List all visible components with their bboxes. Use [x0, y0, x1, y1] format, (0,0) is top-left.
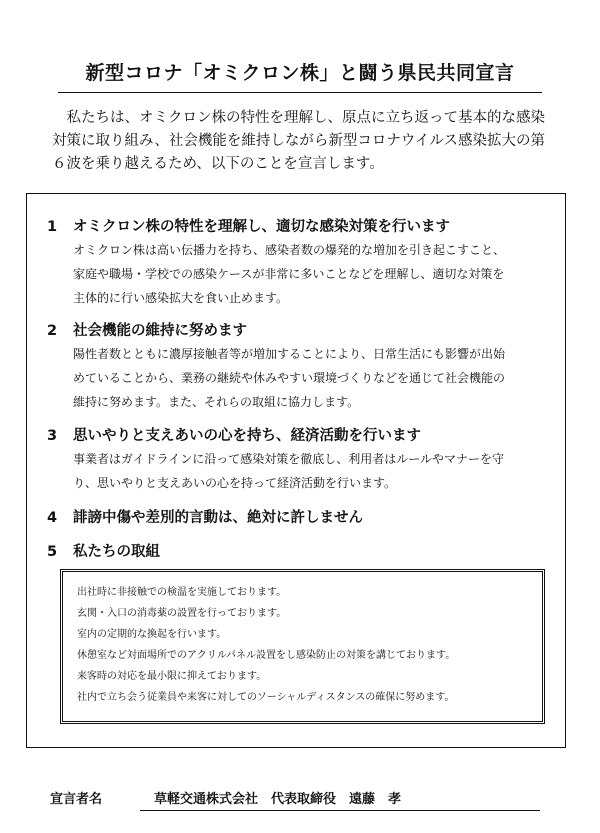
declaration-item-1: [47, 216, 552, 310]
item-body-line: 家庭や職場・学校での感染ケースが非常に多いことなどを理解し、適切な対策を: [73, 267, 505, 281]
item-body-line: り、思いやりと支えあいの心を持って経済活動を行います。: [73, 476, 397, 490]
item-heading-text: 私たちの取組: [73, 544, 160, 560]
item-heading: [47, 541, 552, 563]
item-body-line: 維持に努めます。また、それらの取組に協力します。: [73, 395, 360, 409]
initiative-line: 休憩室など対面場所でのアクリルパネル設置をし感染防止の対策を講じております。: [77, 650, 456, 661]
intro-line: ６波を乗り越えるため、以下のことを宣言します。: [52, 156, 384, 172]
initiative-line: 玄関・入口の消毒薬の設置を行っております。: [77, 608, 287, 619]
item-heading-text: オミクロン株の特性を理解し、適切な感染対策を行います: [73, 219, 450, 235]
item-number: 3: [47, 428, 58, 444]
item-body-line: オミクロン株は高い伝播力を持ち、感染者数の爆発的な増加を引き起こすこと、: [73, 243, 506, 257]
declaration-item-3: [47, 425, 552, 495]
item-heading-text: 誹謗中傷や差別的言動は、絶対に許しません: [73, 510, 363, 526]
item-body-line: めていることから、業務の継続や休みやすい環境づくりなどを通じて社会機能の: [73, 371, 506, 385]
item-body: [73, 447, 552, 495]
item-heading: [47, 320, 552, 342]
initiative-line: 来客時の対応を最小限に抑えております。: [77, 671, 267, 682]
item-number: 4: [47, 510, 58, 526]
intro-line: 対策に取り組み、社会機能を維持しながら新型コロナウイルス感染拡大の第: [52, 133, 545, 149]
initiative-line: 社内で立ち会う従業員や来客に対してのソーシャルディスタンスの確保に努めます。: [77, 692, 455, 703]
title-block: [58, 60, 542, 93]
declaration-item-5: [47, 541, 552, 563]
page-title: 新型コロナ「オミクロン株」と闘う県民共同宣言: [85, 62, 515, 84]
initiatives-box: [60, 569, 545, 724]
initiative-line: 出社時に非接触での検温を実施しております。: [77, 587, 287, 598]
item-heading: [47, 507, 552, 529]
declaration-items-box: [26, 193, 566, 748]
intro-line: 私たちは、オミクロン株の特性を理解し、原点に立ち返って基本的な感染: [52, 110, 545, 126]
item-number: 1: [47, 219, 58, 235]
declarer-label: 宣言者名: [50, 792, 103, 807]
initiative-line: 室内の定期的な換起を行います。: [77, 629, 227, 640]
item-body-line: 事業者はガイドラインに沿って感染対策を徹底し、利用者はルールやマナーを守: [73, 452, 505, 466]
item-body: [73, 238, 552, 310]
item-heading-text: 社会機能の維持に努めます: [73, 323, 247, 339]
item-body-line: 主体的に行い感染拡大を食い止めます。: [73, 291, 289, 305]
item-body: [73, 342, 552, 414]
declaration-item-2: [47, 320, 552, 414]
declarer-line: [50, 790, 540, 811]
item-heading: [47, 425, 552, 447]
item-heading: [47, 216, 552, 238]
item-number: 5: [47, 544, 58, 560]
item-body-line: 陽性者数とともに濃厚接触者等が増加することにより、日常生活にも影響が出始: [73, 347, 506, 361]
item-number: 2: [47, 323, 58, 339]
declarer-name: 草軽交通株式会社 代表取締役 遠藤 孝: [140, 790, 540, 811]
declaration-item-4: [47, 507, 552, 529]
item-heading-text: 思いやりと支えあいの心を持ち、経済活動を行います: [73, 428, 421, 444]
intro-paragraph: [52, 107, 562, 176]
